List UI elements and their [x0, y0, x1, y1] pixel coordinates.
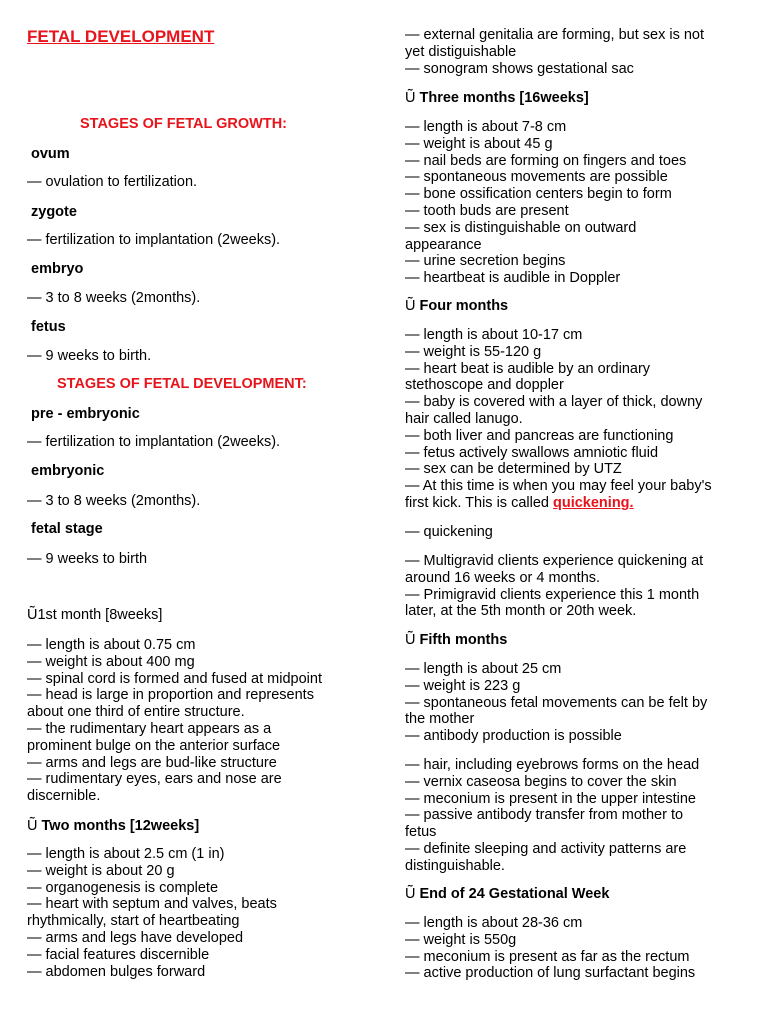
detail-line: — facial features discernible	[27, 946, 210, 963]
detail-line: — head is large in proportion and represents	[27, 687, 314, 704]
fetal-stage-term: fetal stage	[31, 521, 103, 537]
month3-details	[405, 119, 686, 287]
detail-line: — sex can be determined by UTZ	[405, 461, 622, 478]
detail-line: the mother	[405, 711, 475, 728]
week24-heading: Ũ End of 24 Gestational Week	[405, 886, 610, 902]
detail-line: — length is about 0.75 cm	[27, 637, 196, 653]
embryo-desc: — 3 to 8 weeks (2months).	[27, 290, 201, 306]
month2-heading: Ũ Two months [12weeks]	[27, 818, 200, 834]
month5-details-more	[405, 757, 699, 875]
bullet-glyph: Ũ	[405, 298, 416, 314]
detail-line: — length is about 2.5 cm (1 in)	[27, 846, 225, 862]
detail-line: — sonogram shows gestational sac	[405, 60, 634, 77]
detail-line: — both liver and pancreas are functioning	[405, 427, 674, 444]
detail-line: discernible.	[27, 788, 101, 805]
detail-line: — spinal cord is formed and fused at midpoint	[27, 670, 322, 687]
month4-details	[405, 327, 712, 512]
detail-line: — Multigravid clients experience quickening at	[405, 553, 704, 569]
bullet-glyph: Ũ	[405, 632, 416, 648]
pre-embryonic-term: pre - embryonic	[31, 406, 140, 422]
month3-heading: Ũ Three months [16weeks]	[405, 90, 589, 106]
fetus-term: fetus	[31, 319, 66, 335]
detail-line: — external genitalia are forming, but sex is not	[405, 27, 705, 43]
embryonic-desc: — 3 to 8 weeks (2months).	[27, 493, 201, 509]
detail-line: — heart beat is audible by an ordinary	[405, 360, 651, 377]
detail-line: — weight is about 20 g	[27, 862, 175, 879]
month4-heading: Ũ Four months	[405, 298, 509, 314]
detail-line: — arms and legs are bud-like structure	[27, 754, 277, 771]
month5-heading: Ũ Fifth months	[405, 632, 508, 648]
detail-line: — sex is distinguishable on outward	[405, 219, 637, 236]
month1-heading: Ũ1st month [8weeks]	[27, 607, 163, 623]
detail-line: distinguishable.	[405, 857, 505, 874]
detail-line: — arms and legs have developed	[27, 929, 244, 946]
detail-line: later, at the 5th month or 20th week.	[405, 603, 637, 620]
month5-details	[405, 661, 707, 745]
detail-line: — nail beds are forming on fingers and toes	[405, 152, 687, 169]
detail-line: — weight is 55-120 g	[405, 343, 542, 360]
continuation-details	[405, 27, 704, 77]
fetus-desc: — 9 weeks to birth.	[27, 348, 152, 364]
detail-line: hair called lanugo.	[405, 410, 523, 427]
detail-line: — organogenesis is complete	[27, 879, 219, 896]
fetal-stage-desc: — 9 weeks to birth	[27, 551, 148, 567]
pre-embryonic-desc: — fertilization to implantation (2weeks).	[27, 434, 281, 450]
detail-line: — rudimentary eyes, ears and nose are	[27, 771, 282, 788]
detail-line: — weight is about 45 g	[405, 135, 553, 152]
quickening-details	[405, 553, 703, 620]
page-title: FETAL DEVELOPMENT	[27, 27, 215, 46]
quickening-highlight: quickening.	[553, 494, 634, 511]
detail-line: — heart with septum and valves, beats	[27, 896, 277, 913]
detail-line: — urine secretion begins	[405, 253, 566, 270]
quickening-line: — quickening	[405, 524, 493, 540]
detail-line: — Primigravid clients experience this 1 month	[405, 586, 700, 603]
detail-line: around 16 weeks or 4 months.	[405, 569, 601, 586]
detail-line: — vernix caseosa begins to cover the skin	[405, 773, 677, 790]
detail-line: — antibody production is possible	[405, 728, 622, 745]
detail-line: — length is about 7-8 cm	[405, 119, 567, 135]
detail-line: — baby is covered with a layer of thick, downy	[405, 394, 703, 411]
detail-line: — heartbeat is audible in Doppler	[405, 270, 621, 287]
bullet-glyph: Ũ	[405, 90, 416, 106]
detail-line: fetus	[405, 824, 437, 841]
detail-line: — fetus actively swallows amniotic fluid	[405, 444, 659, 461]
detail-line: — tooth buds are present	[405, 202, 569, 219]
detail-line: — hair, including eyebrows forms on the head	[405, 757, 700, 773]
ovum-desc: — ovulation to fertilization.	[27, 174, 198, 190]
detail-line: — active production of lung surfactant begins	[405, 965, 696, 982]
detail-line: — length is about 10-17 cm	[405, 327, 583, 343]
detail-line: about one third of entire structure.	[27, 704, 245, 721]
embryo-term: embryo	[31, 261, 84, 277]
bullet-glyph: Ũ	[405, 886, 416, 902]
detail-line: — weight is 223 g	[405, 677, 521, 694]
detail-line: — meconium is present as far as the rectum	[405, 948, 690, 965]
kick-line: first kick. This is called quickening.	[405, 494, 634, 511]
detail-line: — passive antibody transfer from mother to	[405, 807, 684, 824]
detail-line: — weight is about 400 mg	[27, 653, 195, 670]
detail-line: — abdomen bulges forward	[27, 963, 206, 980]
growth-stages-heading: STAGES OF FETAL GROWTH:	[80, 116, 288, 132]
detail-line: — length is about 28-36 cm	[405, 915, 583, 931]
detail-line: stethoscope and doppler	[405, 377, 564, 394]
detail-line: — spontaneous fetal movements can be felt by	[405, 694, 708, 711]
bullet-glyph: Ũ	[27, 607, 38, 623]
zygote-desc: — fertilization to implantation (2weeks).	[27, 232, 281, 248]
detail-line: — definite sleeping and activity patterns are	[405, 840, 687, 857]
detail-line: appearance	[405, 236, 482, 253]
detail-line: yet distiguishable	[405, 43, 517, 60]
embryonic-term: embryonic	[31, 463, 105, 479]
month1-details	[27, 637, 322, 805]
detail-line: — the rudimentary heart appears as a	[27, 720, 272, 737]
detail-line: — bone ossification centers begin to form	[405, 186, 672, 203]
development-stages-heading: STAGES OF FETAL DEVELOPMENT:	[57, 376, 307, 392]
detail-line: — spontaneous movements are possible	[405, 169, 668, 186]
month2-details	[27, 846, 277, 980]
zygote-term: zygote	[31, 204, 77, 220]
detail-line: — length is about 25 cm	[405, 661, 562, 677]
detail-line: — meconium is present in the upper intestine	[405, 790, 696, 807]
week24-details	[405, 915, 695, 982]
detail-line: — weight is 550g	[405, 931, 517, 948]
bullet-glyph: Ũ	[27, 818, 38, 834]
detail-line: prominent bulge on the anterior surface	[27, 737, 281, 754]
ovum-term: ovum	[31, 146, 70, 162]
detail-line: rhythmically, start of heartbeating	[27, 913, 240, 930]
detail-line: — At this time is when you may feel your baby's	[405, 478, 712, 495]
